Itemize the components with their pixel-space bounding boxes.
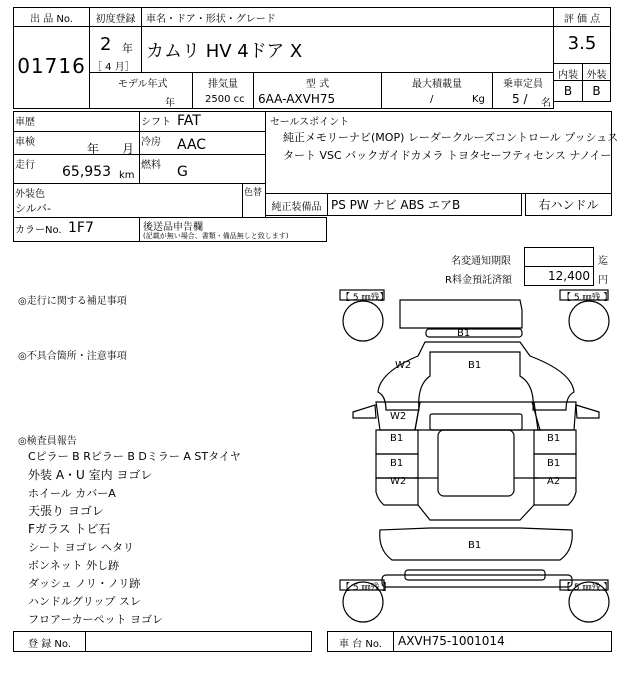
mileage: 65,953 [62,164,111,180]
inspector-line: 天張り ヨゴレ [28,504,104,518]
name-change-unit: 迄 [598,256,608,267]
recycle-label: R料金預託済額 [445,275,512,286]
inspector-line: シート ヨゴレ ヘタリ [28,541,134,554]
fuel-label: 燃料 [141,160,161,171]
damage-mark: B1 [457,328,471,339]
inspector-label: ◎検査員報告 [18,436,77,447]
inspector-line: ハンドルグリップ スレ [28,595,141,608]
lot-label: 出 品 No. [30,14,73,25]
inspection-month: 月 [122,142,135,156]
max-load-label: 最大積載量 [412,79,462,90]
type: 6AA-AXVH75 [258,92,336,106]
shift-label: シフト [141,117,171,128]
damage-mark: W2 [390,476,407,487]
inspector-line: Fガラス トビ石 [28,522,111,536]
inspection-label: 車検 [15,137,35,148]
grade-label: 評 価 点 [563,14,601,25]
mileage-unit: km [119,170,135,181]
chassis: AXVH75-1001014 [398,634,505,648]
max-load-unit: Kg [472,94,485,105]
color-no-label: カラーNo. [15,225,62,236]
grade: 3.5 [567,33,597,54]
defects-label: ◎不具合箇所・注意事項 [18,351,127,362]
capacity: 5 / [512,92,528,106]
damage-mark: B1 [390,433,404,444]
damage-mark: W2 [390,411,407,422]
sales-point-line-2: タート VSC バックガイドカメラ トヨタセーフティセンス ナノイー [283,149,612,162]
inspector-line: フロアーカーペット ヨゴレ [28,613,163,626]
sales-point-line-1: 純正メモリーナビ(MOP) レーダークルーズコントロール プッシュス [283,131,619,144]
ext-color: シルバ- [15,202,51,215]
color-no: 1F7 [68,220,94,236]
inspector-line: ダッシュ ノリ・ノリ跡 [28,577,141,590]
fuel: G [177,164,188,180]
tire-tag-bottom-left: 【 5 ㎜残 】 [341,583,392,593]
exterior-label: 外装 [586,70,607,81]
model-year-unit: 年 [165,98,175,109]
inspector-line: Cピラー B Rピラー B Dミラー A STタイヤ [28,450,241,463]
damage-mark: B1 [390,458,404,469]
displacement: 2500 cc [205,94,245,105]
first-reg-year-unit: 年 [122,42,133,55]
docs-note: (記載が無い場合、書類・備品無しと致します) [143,232,289,240]
max-load-sep: / [430,94,434,105]
damage-mark: W2 [395,360,412,371]
model-year-label: モデル年式 [118,79,168,90]
damage-mark: B1 [468,360,482,371]
inspector-line: ホイール カバーA [28,487,116,500]
chassis-label: 車 台 No. [339,639,382,650]
damage-mark: B1 [547,433,561,444]
name-change-cell [524,247,594,267]
ac-label: 冷房 [141,137,161,148]
reg-no-label: 登 録 No. [28,639,71,650]
tire-tag-top-left: 【 5 ㎜残】 [341,293,389,303]
damage-mark: A2 [547,476,561,487]
type-label: 型 式 [305,79,330,90]
lot-number: 01716 [17,54,86,78]
ext-color-label: 外装色 [15,189,45,200]
recycle: 12,400 [548,269,590,283]
equip: PS PW ナビ ABS エアB [331,198,461,212]
car-name: カムリ HV 4ドア X [146,41,303,62]
ac: AAC [177,137,207,153]
interior-label: 内装 [558,70,578,81]
displacement-label: 排気量 [208,79,238,90]
history-label: 車歴 [15,117,35,128]
recycle-unit: 円 [598,275,608,286]
driving-notes-label: ◎走行に関する補足事項 [18,296,127,307]
name-change-label: 名変通知期限 [451,256,511,267]
first-reg-month: ［ 4 月］ [92,62,135,73]
inspector-line: ボンネット 外し跡 [28,559,120,572]
reg-no-cell [85,631,312,652]
capacity-label: 乗車定員 [503,79,543,90]
steering: 右ハンドル [538,198,599,212]
inspection-year: 年 [87,142,100,156]
interior-grade: B [563,84,573,98]
first-reg-label: 初度登録 [95,14,136,25]
docs-label: 後送品申告欄 [143,222,203,233]
damage-mark: B1 [547,458,561,469]
capacity-unit: 名 [541,98,551,109]
damage-mark: B1 [468,540,482,551]
exterior-grade: B [592,84,601,98]
shift: FAT [177,113,201,129]
tire-tag-top-right: 【 5 ㎜残 】 [562,293,613,303]
color-change-label: 色替 [244,188,263,198]
mileage-label: 走行 [15,160,35,171]
first-reg-year: 2 [100,34,112,55]
sales-point-label: セールスポイント [270,117,350,128]
tire-tag-bottom-right: 【 5 ㎜残 】 [562,583,613,593]
equip-label: 純正装備品 [271,202,322,213]
inspector-line: 外装 A・U 室内 ヨゴレ [28,468,153,482]
car-name-label: 車名・ドア・形状・グレード [146,14,276,25]
